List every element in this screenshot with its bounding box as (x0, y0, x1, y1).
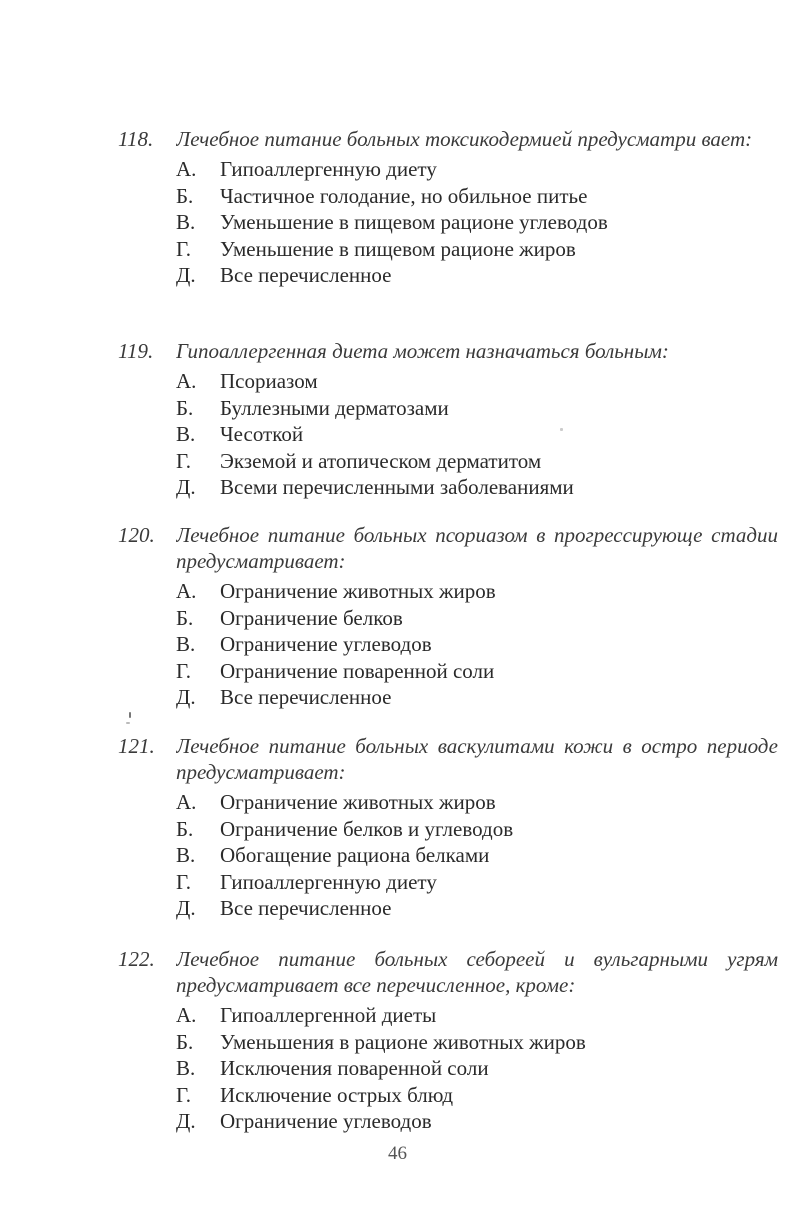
option-d (176, 895, 778, 922)
question-header (118, 946, 778, 998)
option-a (176, 368, 778, 395)
options-list (176, 156, 778, 289)
question-120 (118, 522, 778, 711)
option-text: Псориазом (220, 369, 318, 393)
question-header (118, 126, 778, 152)
option-text: Все перечисленное (220, 263, 392, 287)
option-d (176, 1108, 778, 1135)
question-118 (118, 126, 778, 289)
option-v (176, 631, 778, 658)
option-a (176, 789, 778, 816)
options-list (176, 789, 778, 922)
option-letter: Д. (176, 263, 196, 287)
option-d (176, 684, 778, 711)
option-text: Гипоаллергенную диету (220, 869, 437, 894)
option-letter: В. (176, 210, 196, 234)
options-list (176, 368, 778, 501)
option-a (176, 578, 778, 605)
question-text: Лечебное питание больных васкулитами кожи в остро периоде предусматривает: (176, 734, 778, 784)
option-v (176, 421, 778, 448)
option-g (176, 448, 778, 475)
option-letter: Б. (176, 816, 194, 841)
question-header (118, 733, 778, 785)
option-letter: В. (176, 843, 196, 867)
option-text: Ограничение поваренной соли (220, 658, 495, 683)
option-g (176, 236, 778, 263)
question-119 (118, 338, 778, 501)
question-number: 119. (118, 339, 154, 363)
option-text: Уменьшения в рационе животных жиров (220, 1029, 586, 1054)
question-122 (118, 946, 778, 1135)
option-text: Ограничение животных жиров (220, 579, 496, 603)
scan-speck (126, 722, 130, 724)
option-text: Частичное голодание, но обильное питье (220, 183, 588, 208)
option-letter: Д. (176, 475, 196, 499)
question-number: 122. (118, 947, 155, 971)
option-letter: А. (176, 1003, 197, 1027)
option-d (176, 262, 778, 289)
option-text: Обогащение рациона белками (220, 843, 490, 867)
option-text: Исключение острых блюд (220, 1082, 454, 1107)
option-v (176, 209, 778, 236)
option-b (176, 183, 778, 210)
option-letter: Г. (176, 869, 192, 894)
question-header (118, 522, 778, 574)
option-letter: Б. (176, 395, 194, 420)
option-text: Ограничение животных жиров (220, 790, 496, 814)
question-header (118, 338, 778, 364)
option-letter: В. (176, 632, 196, 656)
option-text: Чесоткой (220, 422, 304, 446)
option-letter: Б. (176, 605, 194, 630)
option-letter: Д. (176, 685, 196, 709)
option-letter: Б. (176, 183, 194, 208)
question-text: Гипоаллергенная диета может назначаться больным: (176, 339, 669, 363)
option-g (176, 1082, 778, 1109)
option-g (176, 869, 778, 896)
question-text: Лечебное питание больных псориазом в прогрессирующе стадии предусматривает: (176, 523, 778, 573)
option-letter: В. (176, 1056, 196, 1080)
option-text: Экземой и атопическом дерматитом (220, 448, 542, 473)
option-text: Все перечисленное (220, 685, 392, 709)
scan-speck (560, 428, 563, 431)
option-letter: А. (176, 790, 197, 814)
option-text: Гипоаллергенную диету (220, 157, 437, 181)
option-letter: В. (176, 422, 196, 446)
option-b (176, 395, 778, 422)
option-letter: Г. (176, 448, 192, 473)
option-text: Ограничение белков и углеводов (220, 816, 514, 841)
question-number: 120. (118, 523, 155, 547)
option-text: Исключения поваренной соли (220, 1056, 489, 1080)
option-text: Всеми перечисленными заболеваниями (220, 475, 574, 499)
option-g (176, 658, 778, 685)
option-text: Уменьшение в пищевом рационе углеводов (220, 210, 608, 234)
option-a (176, 156, 778, 183)
option-text: Ограничение углеводов (220, 1109, 432, 1133)
scan-speck (129, 712, 131, 718)
option-v (176, 842, 778, 869)
option-v (176, 1055, 778, 1082)
option-letter: Д. (176, 1109, 196, 1133)
option-text: Ограничение углеводов (220, 632, 432, 656)
question-text: Лечебное питание больных токсикодермией предусматри вает: (176, 127, 753, 151)
option-text: Уменьшение в пищевом рационе жиров (220, 236, 576, 261)
option-text: Все перечисленное (220, 896, 392, 920)
option-letter: А. (176, 157, 197, 181)
option-letter: А. (176, 369, 197, 393)
option-letter: Г. (176, 1082, 192, 1107)
option-letter: А. (176, 579, 197, 603)
question-number: 118. (118, 127, 154, 151)
option-b (176, 605, 778, 632)
option-text: Ограничение белков (220, 605, 403, 630)
option-d (176, 474, 778, 501)
options-list (176, 578, 778, 711)
option-letter: Б. (176, 1029, 194, 1054)
option-b (176, 816, 778, 843)
option-text: Буллезными дерматозами (220, 395, 449, 420)
question-121 (118, 733, 778, 922)
page-number: 46 (388, 1143, 407, 1164)
option-letter: Г. (176, 658, 192, 683)
option-b (176, 1029, 778, 1056)
option-text: Гипоаллергенной диеты (220, 1003, 437, 1027)
question-text: Лечебное питание больных себореей и вульгарными угрям предусматривает все перечисленное, кроме: (176, 947, 778, 997)
options-list (176, 1002, 778, 1135)
question-number: 121. (118, 734, 155, 758)
option-letter: Д. (176, 896, 196, 920)
option-a (176, 1002, 778, 1029)
option-letter: Г. (176, 236, 192, 261)
